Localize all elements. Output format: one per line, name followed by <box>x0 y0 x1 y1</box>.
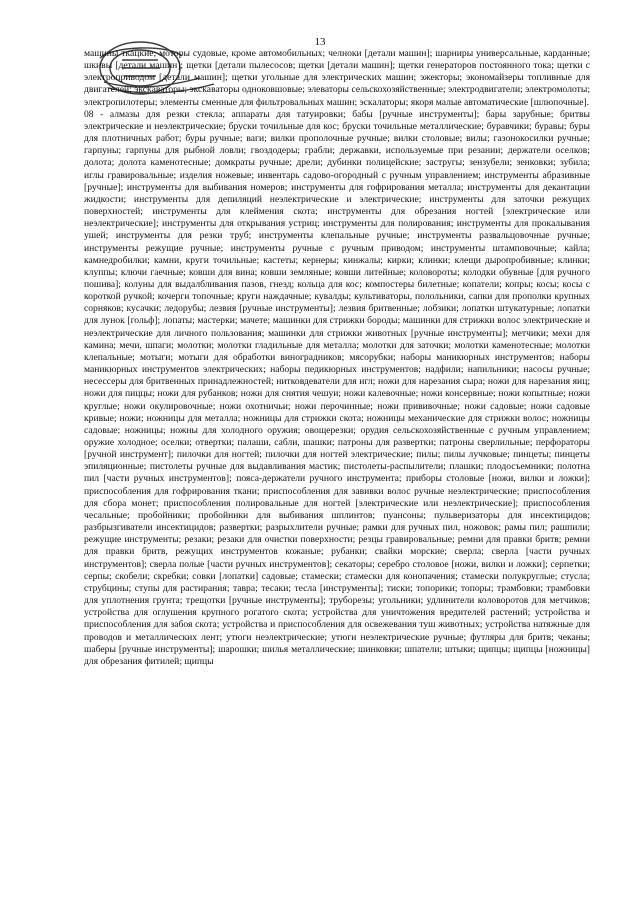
document-body <box>84 48 590 668</box>
page-number: 13 <box>314 36 326 48</box>
paragraph-class-08: 08 - алмазы для резки стекла; аппараты для татуировки; бабы [ручные инструменты]; бары зарубные; бритвы электрические и неэлектрические; бруски точильные для кос; бруски точильные металлические; буравчики; буравы; буры для плотничных работ; буры ручные; ваги; вилки прополочные ручные; вилки столовые; вилы; газонокосилки ручные; гарпуны; гарпуны для рыбной ловли; гвоздодеры; грабли; державки, используемые при резании; держатели оселков; долота; долота каменотесные; домкраты ручные; дрели; дубинки полицейские; застругы; зензубели; зенковки; зубила; иглы гравировальные; изделия ножевые; инвентарь садово-огородный с ручным управлением; инструменты абразивные [ручные]; инструменты для выбивания номеров; инструменты для гофрирования металла; инструменты для декантации жидкости; инструменты для депиляций неэлектрические и электрические; инструменты для заточки режущих поверхностей; инструменты для клеймения скота; инструменты для обрезания ногтей [электрические или неэлектрические]; инструменты для открывания устриц; инструменты для полирования; инструменты для прокалывания ушей; инструменты для резки труб; инструменты клепальные ручные; инструменты развальцовочные ручные; инструменты режущие ручные; инструменты ручные с ручным приводом; инструменты штамповочные; кайла; камнедробилки; камни, круги точильные; кастеты; кернеры; кинжалы; кирки; клинки; клещи дыропробивные; клинки; клуппы; ключи гаечные; ковши для вина; ковши земляные; ковши литейные; коловороты; колодки обувные [для ручного пошива]; колуны для выдалбливания пазов, гнезд; кольца для кос; компостеры билетные; копатели; копры; косы; косы с короткой ручкой; кочерги топочные; круги наждачные; кувалды; культиваторы, полольники, сапки для прополки крупных сорняков; кусачки; ледорубы; лезвия [ручные инструменты]; лезвия бритвенные; лобзики; лопатки штукатурные; лопатки для лунок [гольф]; лопаты; мастерки; мачете; машинки для стрижки бороды; машинки для стрижки волос электрические и неэлектрические для личного пользования; машинки для стрижки животных [ручные инструменты]; метчики; мехи для камина; мечи, шпаги; молотки; молотки гладильные для металла; молотки для заточки; молотки каменотесные; молотки клепальные; мотыги; мотыги для обработки виноградников; мясорубки; наборы маникюрных инструментов; наборы маникюрных инструментов электрических; наборы педикюрных инструментов; надфили; напильники; насосы ручные; несессеры для бритвенных принадлежностей; нитковдеватели для игл; ножи для нарезания сыра; ножи для нарезания яиц; ножи для пиццы; ножи для рубанков; ножи для снятия чешуи; ножи калевочные; ножи консервные; ножи копытные; ножи круглые; ножи окулировочные; ножи охотничьи; ножи перочинные; ножи прививочные; ножи садовые; ножи садовые кривые; ножи; ножницы для металла; ножницы для стрижки скота; ножницы механические для стрижки волос; ножницы садовые; ножницы; ножны для холодного оружия; овощерезки; орудия сельскохозяйственные с ручным управлением; оружие холодное; оселки; отвертки; палаши, сабли, шашки; патроны для развертки; патроны сверлильные; перфораторы [ручной инструмент]; пилочки для ногтей; пилочки для ногтей электрические; пилы; пилы лучковые; пинцеты; пинцеты эпиляционные; пистолеты ручные для выдавливания мастик; пистолеты-распылители; плашки; плодосъемники; полотна пил [части ручных инструментов]; пояса-держатели ручного инструмента; приборы столовые [ножи, вилки и ложки]; приспособления для гофрирования ткани; приспособления для завивки волос ручные неэлектрические; приспособления для сбора монет; приспособления полировальные для ногтей [электрические или неэлектрические]; приспособления чесальные; пробойники; пробойники для выбивания шплинтов; пуансоны; пульверизаторы для инсектицидов; разбрызгиватели инсектицидов; развертки; разрыхлители ручные; рамки для ручных пил, ножовок; рамы пил; рашпили; режущие инструменты; резаки; резаки для очистки поверхности; резцы гравировальные; ремни для правки бритв; ремни для правки бритв, режущих инструментов кожаные; рубанки; свайки морские; сверла; сверла [части ручных инструментов]; сверла полые [части ручных инструментов]; секаторы; серебро столовое [ножи, вилки и ложки]; серпетки; серпы; скобели; скребки; совки [лопатки] садовые; стамески; стамески для конопачения; стамески полукруглые; стусла; струбцины; ступы для растирания; тавра; тесаки; тесла [инструменты]; тиски; топорики; топоры; трамбовки; трамбовки для уплотнения грунта; трещотки [ручные инструменты]; труборезы; угольники; удлинители коловоротов для метчиков; устройства для оглушения крупного рогатого скота; устройства для уничтожения вредителей растений; устройства и приспособления для забоя скота; устройства и приспособления для освежевания туш животных; устройства натяжные для проводов и металлических лент; утюги неэлектрические; утюги неэлектрические ручные; футляры для бритв; чеканы; шаберы [ручные инструменты]; шарошки; шилья металлические; шинковки; шпатели; штыки; щипцы; щипцы [ножницы] для обрезания фитилей; щипцы <box>84 108 590 667</box>
paragraph-continuation: машины ткацкие; моторы судовые, кроме автомобильных; челноки [детали машин]; шарниры универсальные, карданные; шкивы [детали машин]; щетки [детали пылесосов; щетки [детали машин]; щетки генераторов постоянного тока; щетки с электроприводом [детали машин]; щетки угольные для электрических машин; эжекторы; экономайзеры топливные для двигателей; экскаваторы; экскаваторы одноковшовые; элеваторы сельскохозяйственные; электродвигатели; электромолоты; электропилотеры; элементы сменные для фильтровальных машин; эскалаторы; якоря малые автоматические [шлюпочные]. <box>84 48 590 108</box>
